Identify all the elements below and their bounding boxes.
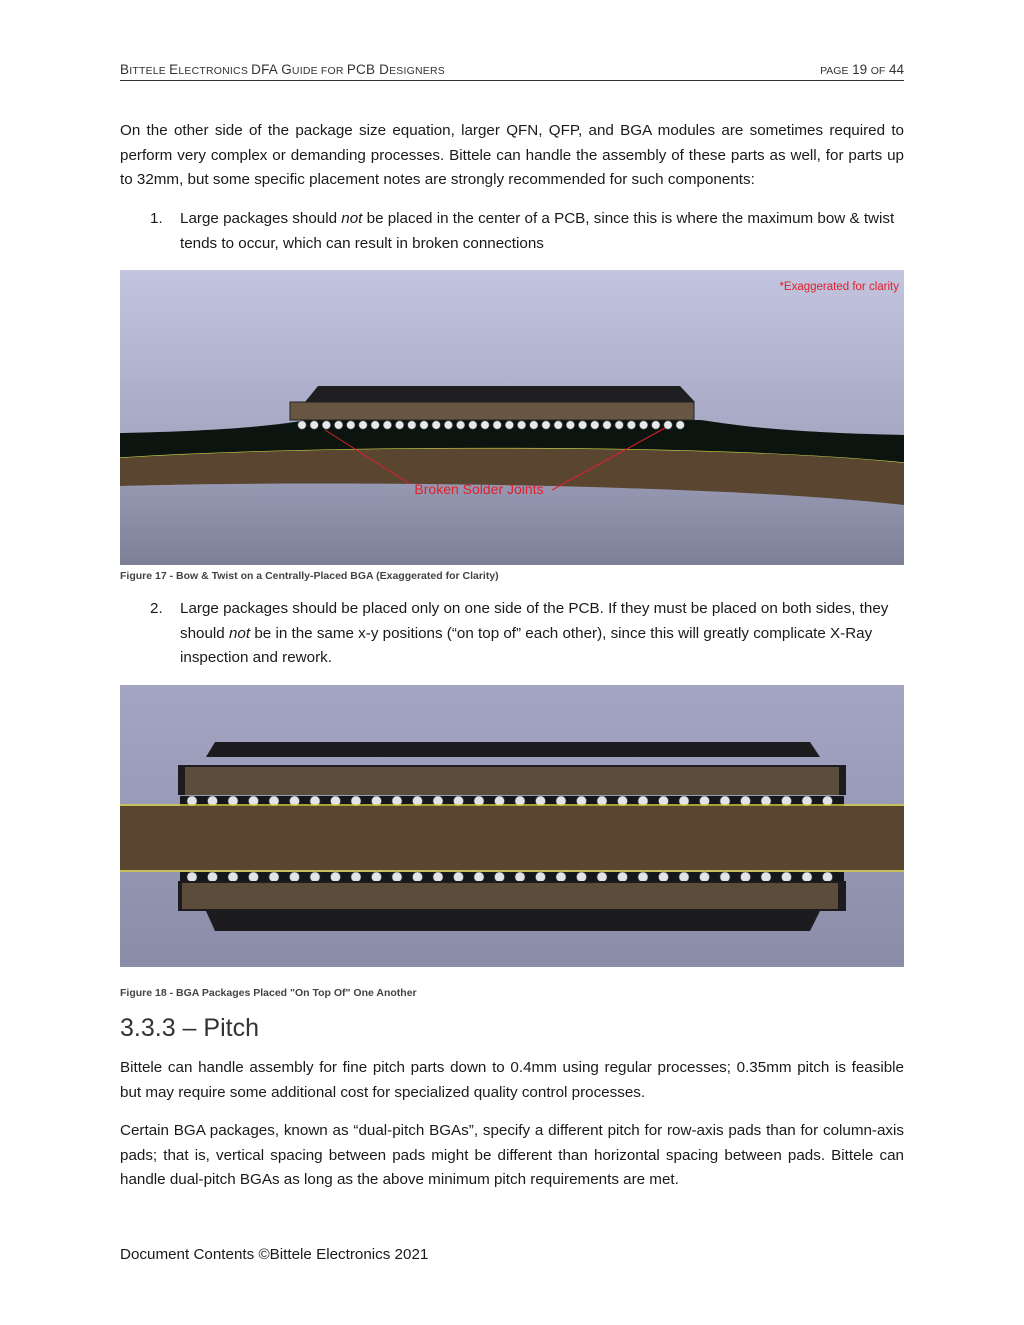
- solder-ball: [618, 872, 628, 882]
- solder-ball: [208, 872, 218, 882]
- solder-ball: [603, 421, 611, 429]
- solder-ball: [469, 421, 477, 429]
- figure-17-caption: Figure 17 - Bow & Twist on a Centrally-Placed BGA (Exaggerated for Clarity): [120, 570, 499, 582]
- solder-ball: [505, 421, 513, 429]
- solder-ball: [408, 421, 416, 429]
- solder-ball: [347, 421, 355, 429]
- solder-ball: [676, 421, 684, 429]
- solder-ball: [187, 872, 197, 882]
- solder-ball: [331, 872, 341, 882]
- solder-ball: [577, 872, 587, 882]
- solder-ball: [495, 872, 505, 882]
- solder-ball: [334, 421, 342, 429]
- solder-ball: [298, 421, 306, 429]
- solder-ball: [679, 872, 689, 882]
- solder-ball: [269, 872, 279, 882]
- solder-ball: [556, 872, 566, 882]
- solder-ball: [823, 872, 833, 882]
- solder-ball: [310, 872, 320, 882]
- page-number: 19: [852, 62, 868, 77]
- solder-ball: [530, 421, 538, 429]
- exaggerated-note: *Exaggerated for clarity: [779, 281, 899, 293]
- solder-ball: [359, 421, 367, 429]
- solder-ball: [515, 872, 525, 882]
- intro-paragraph: On the other side of the package size equation, larger QFN, QFP, and BGA modules are sometimes required to perform very complex or demanding processes. Bittele can handle the assembly of these parts as well, for parts up to 32mm, but some specific placement notes are strongly recommended for such components:: [120, 122, 904, 188]
- page-footer: Document Contents ©Bittele Electronics 2021: [120, 1246, 429, 1263]
- solder-ball: [322, 421, 330, 429]
- page-indicator: [820, 62, 904, 77]
- figure-18-stacked-bga: [120, 685, 904, 967]
- page-header: [120, 62, 904, 81]
- solder-ball: [659, 872, 669, 882]
- solder-ball: [638, 872, 648, 882]
- solder-ball: [392, 872, 402, 882]
- solder-ball: [578, 421, 586, 429]
- solder-ball: [395, 421, 403, 429]
- solder-ball: [228, 872, 238, 882]
- solder-ball: [371, 421, 379, 429]
- solder-ball: [627, 421, 635, 429]
- solder-ball: [474, 872, 484, 882]
- solder-ball: [310, 421, 318, 429]
- solder-ball: [432, 421, 440, 429]
- solder-ball: [249, 872, 259, 882]
- solder-ball: [700, 872, 710, 882]
- solder-ball: [615, 421, 623, 429]
- list-text: Large packages should not be placed in the center of a PCB, since this is where the maximum bow & twist tends to occur, which can result in broken connections: [180, 210, 895, 252]
- figure-17-bow-twist-bga: [120, 270, 904, 565]
- figure-18-caption: Figure 18 - BGA Packages Placed "On Top Of" One Another: [120, 987, 417, 999]
- section-heading: 3.3.3 – Pitch: [120, 1014, 259, 1042]
- solder-ball: [761, 872, 771, 882]
- solder-ball: [433, 872, 443, 882]
- solder-ball: [782, 872, 792, 882]
- page-label: PAGE: [820, 65, 849, 77]
- list-number: 1.: [150, 210, 163, 227]
- solder-ball: [639, 421, 647, 429]
- list-text: Large packages should be placed only on one side of the PCB. If they must be placed on both sides, they should not be in the same x-y positions (“on top of” each other), since this will greatly complicate X-Ray inspection and rework.: [180, 600, 889, 666]
- solder-ball: [802, 872, 812, 882]
- solder-ball: [290, 872, 300, 882]
- solder-ball: [444, 421, 452, 429]
- solder-ball: [383, 421, 391, 429]
- solder-ball: [454, 872, 464, 882]
- page-total: 44: [888, 62, 904, 77]
- solder-ball: [720, 872, 730, 882]
- pitch-paragraph-1: Bittele can handle assembly for fine pitch parts down to 0.4mm using regular processes; 0.35mm pitch is feasible but may require some additional cost for specialized quality control processes.: [120, 1059, 904, 1101]
- solder-ball: [542, 421, 550, 429]
- solder-ball: [456, 421, 464, 429]
- of-label: OF: [870, 65, 886, 77]
- solder-ball: [591, 421, 599, 429]
- solder-ball: [536, 872, 546, 882]
- solder-ball: [351, 872, 361, 882]
- solder-ball: [652, 421, 660, 429]
- solder-ball: [517, 421, 525, 429]
- solder-ball: [566, 421, 574, 429]
- list-number: 2.: [150, 600, 163, 617]
- solder-ball: [420, 421, 428, 429]
- document-title: BITTELE ELECTRONICS DFA GUIDE FOR PCB DESIGNERS: [120, 62, 445, 77]
- solder-ball: [372, 872, 382, 882]
- solder-ball: [664, 421, 672, 429]
- solder-ball: [481, 421, 489, 429]
- solder-ball: [554, 421, 562, 429]
- solder-ball: [597, 872, 607, 882]
- broken-solder-joints-label: Broken Solder Joints: [414, 481, 544, 497]
- pitch-paragraph-2: Certain BGA packages, known as “dual-pitch BGAs”, specify a different pitch for row-axis pads than for column-axis pads; that is, vertical spacing between pads might be different than horizontal spacing between pads. Bittele can handle dual-pitch BGAs as long as the above minimum pitch requirements are met.: [120, 1122, 904, 1188]
- solder-ball: [413, 872, 423, 882]
- solder-ball: [493, 421, 501, 429]
- solder-ball: [741, 872, 751, 882]
